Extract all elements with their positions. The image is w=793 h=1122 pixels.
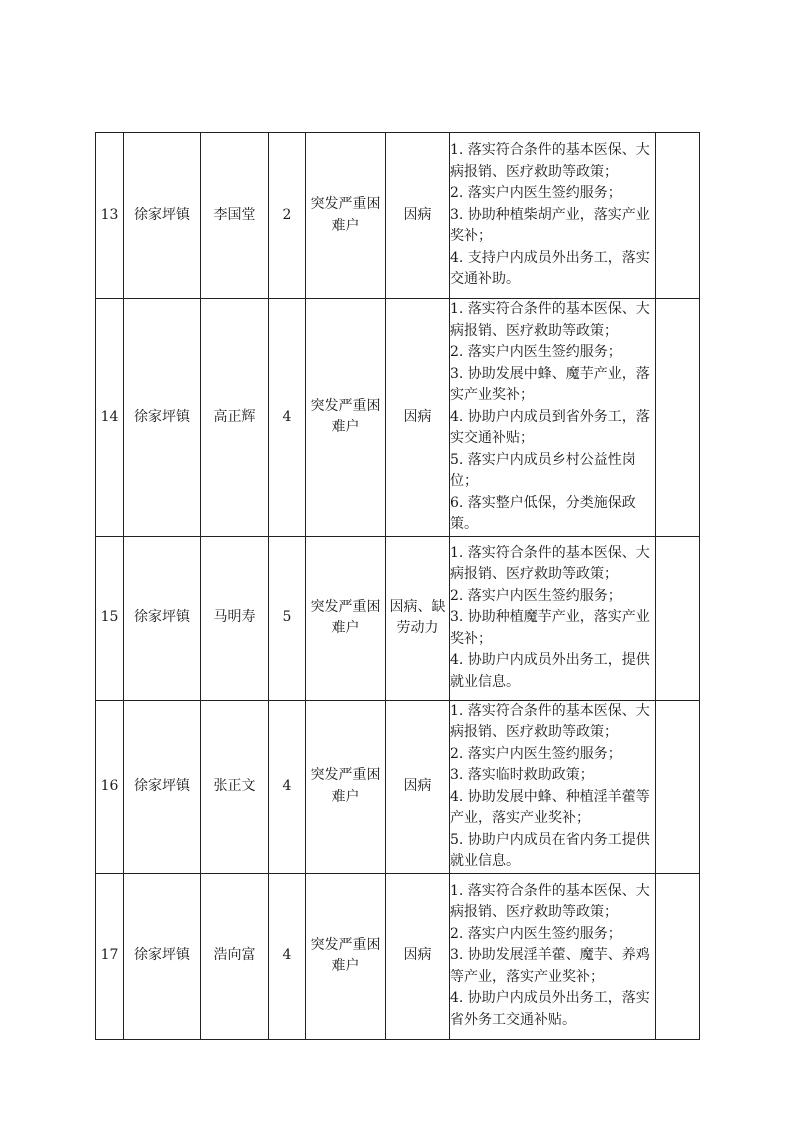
table-row: [96, 133, 700, 299]
measure-item: 1. 落实符合条件的基本医保、大病报销、医疗救助等政策；: [450, 301, 650, 339]
row-number: 17: [96, 873, 124, 1039]
name-cell: 浩向富: [201, 873, 269, 1039]
measure-item: 2. 落实户内医生签约服务；: [450, 925, 622, 942]
household-size-cell: 4: [269, 873, 306, 1039]
town-cell: 徐家坪镇: [124, 700, 201, 873]
measures-cell: [450, 536, 656, 700]
row-number: 14: [96, 299, 124, 537]
measures-cell: [450, 133, 656, 299]
measure-item: 5. 协助户内成员在省内务工提供就业信息。: [450, 831, 650, 869]
household-size-cell: 2: [269, 133, 306, 299]
row-number: 13: [96, 133, 124, 299]
reason-cell: 因病: [386, 873, 450, 1039]
measure-item: 1. 落实符合条件的基本医保、大病报销、医疗救助等政策；: [450, 882, 650, 921]
measure-item: 4. 协助户内成员到省外务工，落实交通补贴；: [450, 408, 650, 446]
note-cell: [656, 299, 700, 537]
household-type-cell: 突发严重困难户: [306, 133, 386, 299]
town-cell: 徐家坪镇: [124, 133, 201, 299]
measure-item: 6. 落实整户低保，分类施保政策。: [450, 494, 636, 532]
table-row: [96, 873, 700, 1039]
measure-item: 1. 落实符合条件的基本医保、大病报销、医疗救助等政策；: [450, 142, 650, 180]
measure-item: 2. 落实户内医生签约服务；: [450, 745, 622, 762]
measure-item: 3. 协助种植魔芋产业，落实产业奖补；: [450, 609, 650, 647]
household-type-cell: 突发严重困难户: [306, 873, 386, 1039]
measure-item: 3. 协助种植柴胡产业，落实产业奖补；: [450, 206, 650, 245]
note-cell: [656, 873, 700, 1039]
measure-item: 3. 落实临时救助政策；: [450, 767, 594, 783]
measure-item: 3. 协助发展中蜂、魔芋产业，落实产业奖补；: [450, 365, 650, 403]
household-type-cell: 突发严重困难户: [306, 299, 386, 537]
household-size-cell: 4: [269, 299, 306, 537]
name-cell: 马明寿: [201, 536, 269, 700]
measures-cell: [450, 700, 656, 873]
town-cell: 徐家坪镇: [124, 299, 201, 537]
row-number: 15: [96, 536, 124, 700]
measure-item: 5. 落实户内成员乡村公益性岗位；: [450, 451, 636, 489]
reason-cell: 因病: [386, 700, 450, 873]
measure-item: 2. 落实户内医生签约服务；: [450, 344, 622, 360]
name-cell: 李国堂: [201, 133, 269, 299]
reason-cell: 因病、缺劳动力: [386, 536, 450, 700]
measure-item: 3. 协助发展淫羊藿、魔芋、养鸡等产业，落实产业奖补；: [450, 947, 650, 985]
town-cell: 徐家坪镇: [124, 536, 201, 700]
household-size-cell: 4: [269, 700, 306, 873]
measure-item: 2. 落实户内医生签约服务；: [450, 185, 622, 202]
reason-cell: 因病: [386, 133, 450, 299]
note-cell: [656, 536, 700, 700]
household-type-cell: 突发严重困难户: [306, 536, 386, 700]
measures-cell: [450, 873, 656, 1039]
measure-item: 1. 落实符合条件的基本医保、大病报销、医疗救助等政策；: [450, 702, 650, 740]
town-cell: 徐家坪镇: [124, 873, 201, 1039]
name-cell: 张正文: [201, 700, 269, 873]
row-number: 16: [96, 700, 124, 873]
household-type-cell: 突发严重困难户: [306, 700, 386, 873]
household-size-cell: 5: [269, 536, 306, 700]
measures-cell: [450, 299, 656, 537]
table-row: [96, 700, 700, 873]
measure-item: 4. 协助户内成员外出务工，落实省外务工交通补贴。: [450, 990, 650, 1028]
table-row: [96, 299, 700, 537]
household-table: [95, 132, 700, 1040]
note-cell: [656, 133, 700, 299]
table-row: [96, 536, 700, 700]
measure-item: 4. 协助户内成员外出务工，提供就业信息。: [450, 652, 650, 690]
measure-item: 1. 落实符合条件的基本医保、大病报销、医疗救助等政策；: [450, 544, 650, 583]
name-cell: 高正辉: [201, 299, 269, 537]
measure-item: 4. 协助发展中蜂、种植淫羊藿等产业，落实产业奖补；: [450, 788, 650, 826]
measure-item: 4. 支持户内成员外出务工，落实交通补助。: [450, 249, 650, 288]
reason-cell: 因病: [386, 299, 450, 537]
measure-item: 2. 落实户内医生签约服务；: [450, 587, 622, 604]
note-cell: [656, 700, 700, 873]
